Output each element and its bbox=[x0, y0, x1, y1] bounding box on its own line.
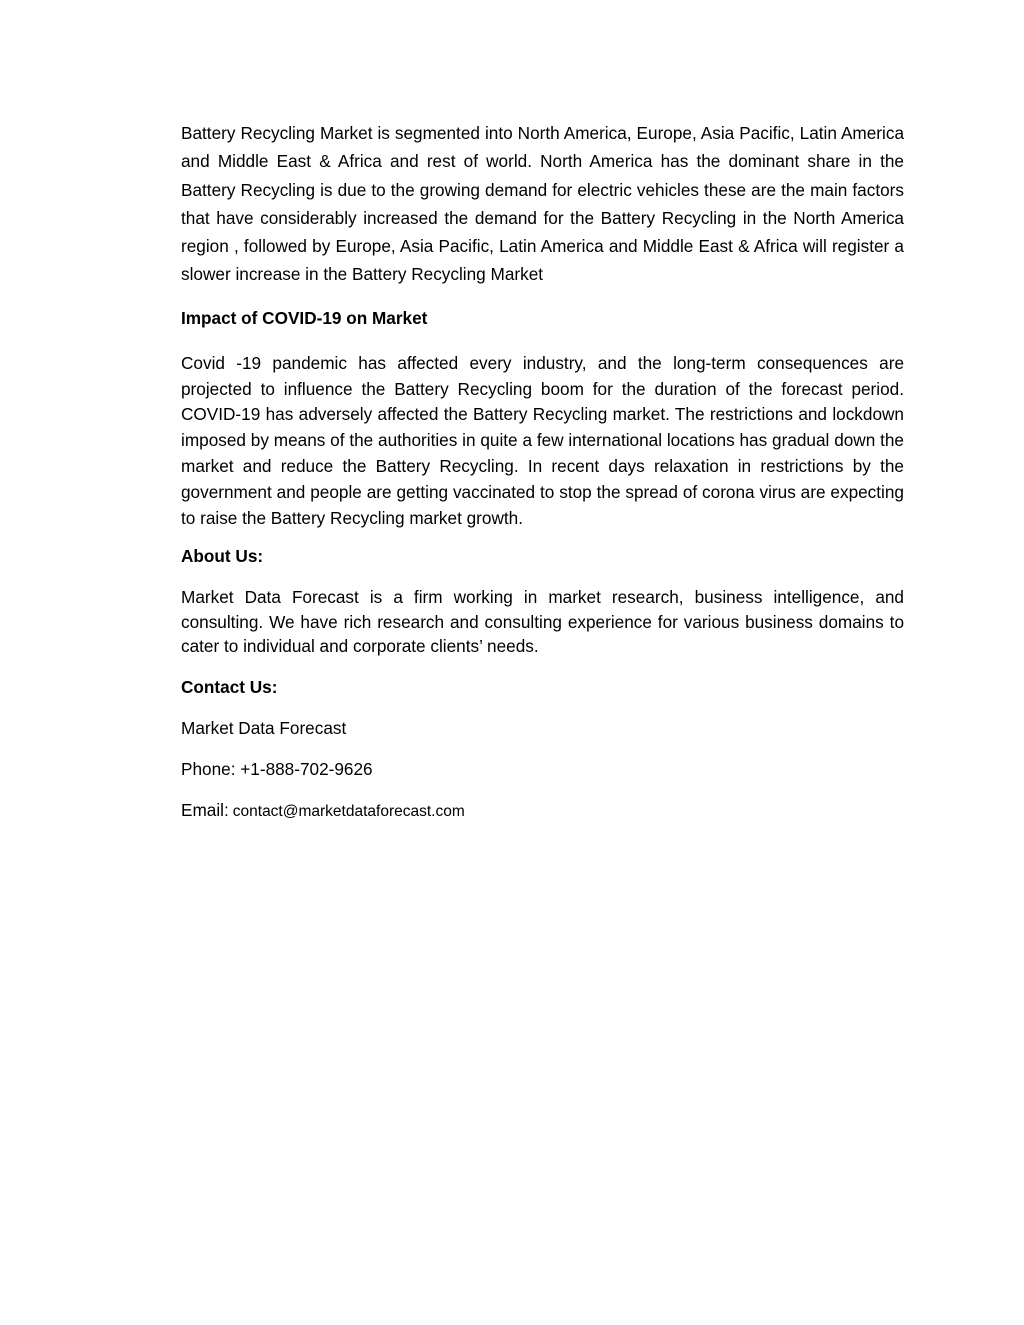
contact-heading: Contact Us: bbox=[181, 676, 278, 697]
about-heading: About Us: bbox=[181, 546, 264, 567]
email-label: Email: bbox=[181, 799, 229, 820]
document-content bbox=[181, 119, 904, 824]
phone-line: Phone: +1-888-702-9626 bbox=[181, 758, 373, 779]
email-link[interactable]: contact@marketdataforecast.com bbox=[232, 802, 465, 820]
email-line bbox=[181, 798, 904, 824]
intro-paragraph: Battery Recycling Market is segmented into North America, Europe, Asia Pacific, Latin America and Middle East & Africa and rest of world. North America has the dominant share in the Battery Recycling is due to the growing demand for electric vehicles these are the main factors that have considerably increased the demand for the Battery Recycling in the North America region , followed by Europe, Asia Pacific, Latin America and Middle East & Africa will register a slower increase in the Battery Recycling Market bbox=[181, 123, 904, 285]
company-name: Market Data Forecast bbox=[181, 717, 347, 738]
covid-heading: Impact of COVID-19 on Market bbox=[181, 307, 428, 328]
covid-paragraph: Covid -19 pandemic has affected every industry, and the long-term consequences are projected to influence the Battery Recycling boom for the duration of the forecast period. COVID-19 has adversely affected the Battery Recycling market. The restrictions and lockdown imposed by means of the authorities in quite a few international locations has gradual down the market and reduce the Battery Recycling. In recent days relaxation in restrictions by the government and people are getting vaccinated to stop the spread of corona virus are expecting to raise the Battery Recycling market growth. bbox=[181, 352, 904, 528]
about-paragraph: Market Data Forecast is a firm working in market research, business intelligence, and consulting. We have rich research and consulting experience for various business domains to cater to individual and corporate clients’ needs. bbox=[181, 587, 904, 657]
